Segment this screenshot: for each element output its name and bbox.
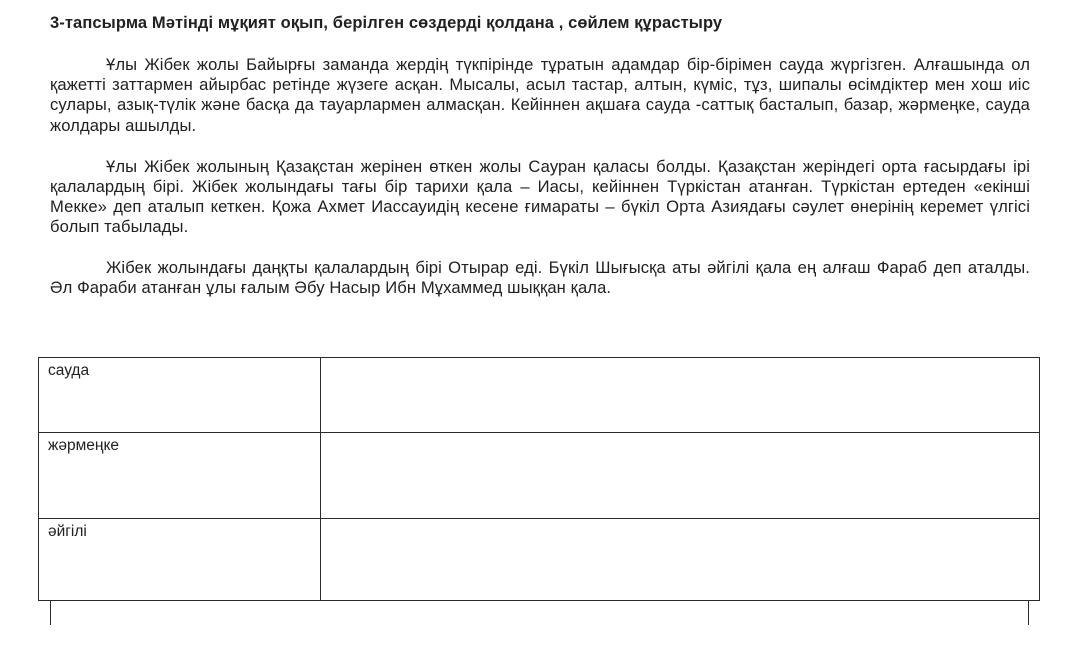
table-row (39, 358, 1040, 433)
word-cell: жәрмеңке (39, 433, 321, 519)
answer-cell[interactable] (321, 519, 1040, 601)
task-title: 3-тапсырма Мәтінді мұқият оқып, берілген сөздерді қолдана , сөйлем құрастыру (50, 14, 723, 32)
paragraph-silk-road-trade: Ұлы Жібек жолы Байырғы заманда жердің түкпірінде тұратын адамдар бір-бірімен сауда жүргізген. Алғашында ол қажетті заттармен айырбас ретінде жүзеге асқан. Мысалы, асыл тастар, алтын, күміс, тұз, шипалы өсімдіктер мен хош иіс сулары, азық-түлік және басқа да тауарлармен алмасқан. Кейіннен ақшаға сауда -саттық басталып, базар, жәрмеңке, сауда жолдары ашылды. (50, 55, 1030, 135)
table-row (39, 433, 1040, 519)
next-table-partial-border (50, 601, 1029, 625)
vocabulary-table (38, 357, 1040, 601)
paragraph-kazakhstan-cities: Ұлы Жібек жолының Қазақстан жерінен өткен жолы Сауран қаласы болды. Қазақстан жеріндегі орта ғасырдағы ірі қалалардың бірі. Жібек жолындағы тағы бір тарихи қала – Иасы, кейіннен Түркістан атанған. Түркістан ертеден «екінші Мекке» деп аталып кеткен. Қожа Ахмет Иассауидің кесене ғимараты – бүкіл Орта Азиядағы сәулет өнерінің керемет үлгісі болып табылады. (50, 156, 1030, 237)
word-cell: әйгілі (39, 519, 321, 601)
answer-cell[interactable] (321, 433, 1040, 519)
document-page (0, 14, 1080, 662)
paragraph-otyrar-farab: Жібек жолындағы даңқты қалалардың бірі Отырар еді. Бүкіл Шығысқа аты әйгілі қала ең алғаш Фараб деп аталды. Әл Фараби атанған ұлы ғалым Әбу Насыр Ибн Мұхаммед шыққан қала. (50, 257, 1030, 297)
table-row (39, 519, 1040, 601)
answer-cell[interactable] (321, 358, 1040, 433)
word-cell: сауда (39, 358, 321, 433)
